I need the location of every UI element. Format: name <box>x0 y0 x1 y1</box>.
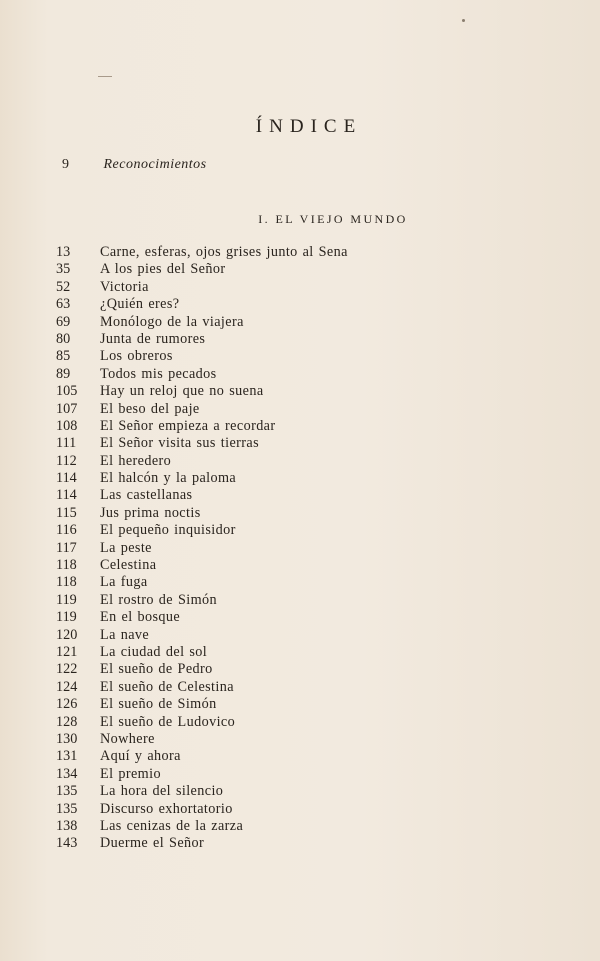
toc-entry <box>40 366 400 383</box>
toc-page-number: 89 <box>56 365 71 382</box>
toc-entry <box>40 731 400 748</box>
toc-entry <box>40 574 400 591</box>
toc-entry <box>40 766 400 783</box>
toc-entry-title: La nave <box>100 626 150 643</box>
toc-entry-title: Aquí y ahora <box>100 748 181 765</box>
toc-entry-title: El pequeño inquisidor <box>100 522 236 539</box>
toc-entry-title: Monólogo de la viajera <box>100 313 244 330</box>
toc-entry-title: El sueño de Celestina <box>100 678 234 695</box>
toc-page-number: 114 <box>56 487 77 504</box>
toc-entry-title: Las cenizas de la zarza <box>100 817 244 834</box>
toc-page-number: 119 <box>56 591 77 608</box>
toc-entry <box>40 540 400 557</box>
toc-entry-title: La hora del silencio <box>100 783 224 800</box>
toc-entry-title: Discurso exhortatorio <box>100 800 233 817</box>
toc-entry <box>40 331 400 348</box>
toc-page-number: 114 <box>56 470 77 487</box>
toc-entry <box>40 470 400 487</box>
toc-entry <box>40 714 400 731</box>
toc-page-number: 116 <box>56 522 77 539</box>
toc-entry-title: El sueño de Simón <box>100 696 217 713</box>
toc-entry-title: Junta de rumores <box>100 330 206 347</box>
toc-entry-title: La fuga <box>100 574 148 591</box>
toc-entry <box>40 314 400 331</box>
toc-entry-title: A los pies del Señor <box>100 261 226 278</box>
toc-entry <box>40 644 400 661</box>
acknowledgments-label: Reconocimientos <box>103 157 207 172</box>
toc-entry-title: El Señor empieza a recordar <box>100 417 276 434</box>
toc-page-number: 138 <box>56 817 78 834</box>
toc-entry-title: La ciudad del sol <box>100 643 208 660</box>
toc-entry-title: ¿Quién eres? <box>100 296 180 313</box>
toc-page-number: 126 <box>56 696 78 713</box>
toc-entry-title: Carne, esferas, ojos grises junto al Sena <box>100 244 348 260</box>
toc-entry <box>40 418 400 435</box>
toc-entry <box>40 505 400 522</box>
toc-entry <box>40 801 400 818</box>
toc-entry-title: Las castellanas <box>100 487 193 504</box>
toc-page-number: 52 <box>56 278 71 295</box>
toc-entry-title: Victoria <box>100 278 149 295</box>
toc-entry <box>40 279 400 296</box>
toc-page-number: 115 <box>56 504 77 521</box>
toc-list <box>40 244 400 853</box>
toc-page-number: 131 <box>56 748 78 765</box>
toc-entry-title: El Señor visita sus tierras <box>100 435 260 452</box>
toc-entry-title: Hay un reloj que no suena <box>100 383 264 400</box>
toc-entry-title: El heredero <box>100 452 172 469</box>
toc-page-number: 112 <box>56 452 77 469</box>
toc-page-number: 105 <box>56 383 78 400</box>
toc-page-number: 35 <box>56 261 71 278</box>
toc-entry-title: Jus prima noctis <box>100 504 201 521</box>
toc-entry-title: El premio <box>100 765 161 782</box>
toc-page-number: 135 <box>56 783 78 800</box>
toc-entry-title: El halcón y la paloma <box>100 470 237 487</box>
toc-entry <box>40 679 400 696</box>
acknowledgments-entry <box>62 157 207 173</box>
toc-entry-title: Los obreros <box>100 348 173 365</box>
toc-entry-title: El sueño de Pedro <box>100 661 213 678</box>
toc-entry <box>40 609 400 626</box>
toc-entry-title: El beso del paje <box>100 400 200 417</box>
toc-entry-title: Nowhere <box>100 730 155 747</box>
toc-entry <box>40 296 400 313</box>
toc-page-number: 13 <box>56 244 71 260</box>
toc-page-number: 111 <box>56 435 77 452</box>
toc-entry-title: El sueño de Ludovico <box>100 713 236 730</box>
toc-page-number: 130 <box>56 730 78 747</box>
toc-entry-title: En el bosque <box>100 609 181 626</box>
toc-entry <box>40 383 400 400</box>
toc-page-number: 124 <box>56 678 78 695</box>
toc-entry <box>40 435 400 452</box>
toc-page-number: 135 <box>56 800 78 817</box>
toc-page-number: 143 <box>56 835 78 852</box>
toc-entry <box>40 522 400 539</box>
toc-entry <box>40 818 400 835</box>
toc-page-number: 120 <box>56 626 78 643</box>
acknowledgments-page: 9 <box>62 157 69 172</box>
toc-entry <box>40 592 400 609</box>
paper-speck <box>462 19 465 22</box>
toc-entry <box>40 244 400 261</box>
toc-entry <box>40 748 400 765</box>
paper-mark <box>98 76 112 77</box>
toc-page-number: 118 <box>56 557 77 574</box>
toc-entry <box>40 627 400 644</box>
toc-page-number: 122 <box>56 661 78 678</box>
toc-entry <box>40 835 400 852</box>
toc-entry <box>40 261 400 278</box>
toc-page-number: 117 <box>56 539 77 556</box>
toc-page-number: 119 <box>56 609 77 626</box>
toc-entry-title: La peste <box>100 539 152 556</box>
section-title: I. EL VIEJO MUNDO <box>258 212 408 226</box>
toc-page-number: 134 <box>56 765 78 782</box>
toc-page-number: 69 <box>56 313 71 330</box>
toc-page-number: 108 <box>56 417 78 434</box>
toc-entry-title: Duerme el Señor <box>100 835 205 852</box>
toc-page-number: 80 <box>56 330 71 347</box>
toc-page-number: 63 <box>56 296 71 313</box>
toc-entry <box>40 783 400 800</box>
toc-entry <box>40 696 400 713</box>
toc-entry <box>40 453 400 470</box>
toc-page-number: 107 <box>56 400 78 417</box>
toc-entry <box>40 401 400 418</box>
toc-entry-title: Todos mis pecados <box>100 365 217 382</box>
toc-page-number: 118 <box>56 574 77 591</box>
toc-entry <box>40 661 400 678</box>
toc-entry <box>40 487 400 504</box>
toc-page-number: 128 <box>56 713 78 730</box>
toc-entry-title: El rostro de Simón <box>100 591 217 608</box>
toc-entry <box>40 557 400 574</box>
toc-entry-title: Celestina <box>100 557 157 574</box>
toc-page-number: 85 <box>56 348 71 365</box>
index-title: ÍNDICE <box>255 116 363 137</box>
toc-page-number: 121 <box>56 643 78 660</box>
toc-entry <box>40 348 400 365</box>
